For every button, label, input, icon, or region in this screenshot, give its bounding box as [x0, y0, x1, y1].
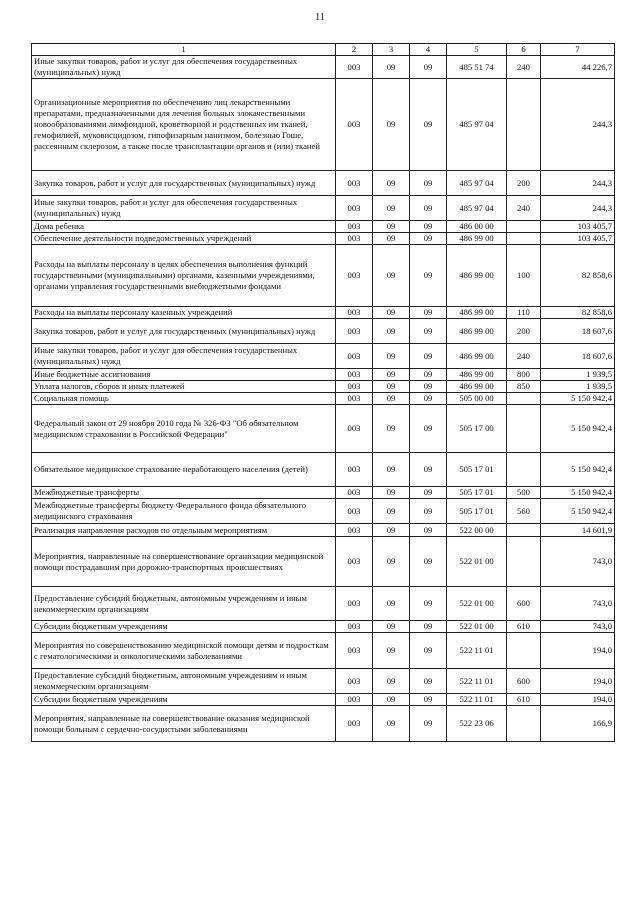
- table-row: [32, 56, 615, 79]
- cell-c3: 09: [373, 487, 410, 499]
- cell-c6: 500: [507, 487, 541, 499]
- cell-c2: 003: [336, 56, 373, 79]
- cell-c2: 003: [336, 319, 373, 344]
- cell-c2: 003: [336, 487, 373, 499]
- cell-c3: 09: [373, 369, 410, 381]
- row-name-cell: Мероприятия по совершенствованию медицинской помощи детям и подросткам с гематологическими и онкологическими заболеваниями: [32, 633, 336, 669]
- cell-c6: 100: [507, 245, 541, 307]
- cell-c2: 003: [336, 587, 373, 621]
- page-number: 11: [315, 12, 325, 23]
- cell-c4: 09: [410, 694, 447, 706]
- cell-c4: 09: [410, 706, 447, 742]
- column-header: 2: [336, 44, 373, 56]
- cell-c3: 09: [373, 319, 410, 344]
- cell-c5: 485 97 04: [447, 196, 507, 221]
- row-name-cell: Уплата налогов, сборов и иных платежей: [32, 381, 336, 393]
- cell-c6: [507, 393, 541, 405]
- cell-c6: 110: [507, 307, 541, 319]
- row-name-cell: Предоставление субсидий бюджетным, автономным учреждениям и иным некоммерческим организациям: [32, 669, 336, 694]
- table-row: [32, 499, 615, 524]
- cell-c3: 09: [373, 633, 410, 669]
- row-name-cell: Расходы на выплаты персоналу казенных учреждений: [32, 307, 336, 319]
- cell-c4: 09: [410, 621, 447, 633]
- cell-c2: 003: [336, 524, 373, 537]
- table-row: [32, 487, 615, 499]
- cell-c7: 103 405,7: [541, 233, 615, 245]
- table-row: [32, 344, 615, 369]
- cell-c4: 09: [410, 393, 447, 405]
- row-name-cell: Иные бюджетные ассигнования: [32, 369, 336, 381]
- cell-c4: 09: [410, 633, 447, 669]
- cell-c5: 522 11 01: [447, 669, 507, 694]
- cell-c5: 522 01 00: [447, 587, 507, 621]
- column-header: 3: [373, 44, 410, 56]
- table-row: [32, 669, 615, 694]
- cell-c6: 200: [507, 171, 541, 196]
- cell-c7: 244,3: [541, 79, 615, 171]
- cell-c7: 166,9: [541, 706, 615, 742]
- cell-c2: 003: [336, 393, 373, 405]
- cell-c3: 09: [373, 344, 410, 369]
- cell-c5: 522 11 01: [447, 694, 507, 706]
- cell-c7: 18 607,6: [541, 344, 615, 369]
- cell-c4: 09: [410, 669, 447, 694]
- cell-c7: 743,0: [541, 621, 615, 633]
- cell-c7: 5 150 942,4: [541, 393, 615, 405]
- cell-c4: 09: [410, 537, 447, 587]
- cell-c6: [507, 79, 541, 171]
- cell-c3: 09: [373, 706, 410, 742]
- cell-c7: 244,3: [541, 196, 615, 221]
- table-row: [32, 79, 615, 171]
- row-name-cell: Предоставление субсидий бюджетным, автономным учреждениям и иным некоммерческим организациям: [32, 587, 336, 621]
- row-name-cell: Мероприятия, направленные на совершенствование оказания медицинской помощи больным с сердечно-сосудистыми заболеваниями: [32, 706, 336, 742]
- cell-c5: 505 17 01: [447, 487, 507, 499]
- cell-c5: 505 17 00: [447, 405, 507, 453]
- row-name-cell: Обеспечение деятельности подведомственных учреждений: [32, 233, 336, 245]
- row-name-cell: Федеральный закон от 29 ноября 2010 года № 326-ФЗ "Об обязательном медицинском страховании в Российской Федерации": [32, 405, 336, 453]
- cell-c2: 003: [336, 706, 373, 742]
- cell-c5: 522 01 00: [447, 621, 507, 633]
- cell-c5: 486 99 00: [447, 319, 507, 344]
- table-row: [32, 171, 615, 196]
- cell-c2: 003: [336, 621, 373, 633]
- cell-c4: 09: [410, 487, 447, 499]
- cell-c5: 505 17 01: [447, 453, 507, 487]
- row-name-cell: Организационные мероприятия по обеспечению лиц лекарственными препаратами, предназначенными для лечения больных злокачественными новообразованиями лимфоидной, кроветворной и родственных им тканей, гемофилией, муковисцидозом, гипофизарным нанизмом, болезнью Гоше, рассеянным склерозом, а также после трансплантации органов и (или) тканей: [32, 79, 336, 171]
- row-name-cell: Закупка товаров, работ и услуг для государственных (муниципальных) нужд: [32, 171, 336, 196]
- cell-c7: 82 858,6: [541, 307, 615, 319]
- cell-c5: 486 99 00: [447, 307, 507, 319]
- budget-table: [31, 43, 615, 742]
- cell-c5: 486 99 00: [447, 245, 507, 307]
- cell-c7: 5 150 942,4: [541, 499, 615, 524]
- row-name-cell: Реализация направления расходов по отдельным мероприятиям: [32, 524, 336, 537]
- cell-c3: 09: [373, 694, 410, 706]
- cell-c4: 09: [410, 405, 447, 453]
- cell-c7: 1 939,5: [541, 369, 615, 381]
- column-header: 4: [410, 44, 447, 56]
- cell-c6: 850: [507, 381, 541, 393]
- cell-c6: [507, 633, 541, 669]
- cell-c3: 09: [373, 233, 410, 245]
- cell-c6: [507, 221, 541, 233]
- cell-c4: 09: [410, 79, 447, 171]
- cell-c4: 09: [410, 319, 447, 344]
- cell-c6: 240: [507, 196, 541, 221]
- cell-c2: 003: [336, 245, 373, 307]
- row-name-cell: Субсидии бюджетным учреждениям: [32, 621, 336, 633]
- column-header: 1: [32, 44, 336, 56]
- cell-c4: 09: [410, 587, 447, 621]
- cell-c3: 09: [373, 79, 410, 171]
- column-header: 6: [507, 44, 541, 56]
- cell-c4: 09: [410, 524, 447, 537]
- row-name-cell: Мероприятия, направленные на совершенствование организации медицинской помощи пострадавшим при дорожно-транспортных происшествиях: [32, 537, 336, 587]
- cell-c2: 003: [336, 171, 373, 196]
- cell-c7: 44 226,7: [541, 56, 615, 79]
- cell-c4: 09: [410, 56, 447, 79]
- cell-c7: 18 607,6: [541, 319, 615, 344]
- cell-c3: 09: [373, 393, 410, 405]
- cell-c6: 560: [507, 499, 541, 524]
- cell-c2: 003: [336, 344, 373, 369]
- table-row: [32, 537, 615, 587]
- cell-c4: 09: [410, 221, 447, 233]
- cell-c2: 003: [336, 369, 373, 381]
- cell-c5: 485 97 04: [447, 171, 507, 196]
- cell-c7: 194,0: [541, 669, 615, 694]
- cell-c5: 485 97 04: [447, 79, 507, 171]
- cell-c4: 09: [410, 453, 447, 487]
- cell-c3: 09: [373, 621, 410, 633]
- table-row: [32, 196, 615, 221]
- cell-c7: 82 858,6: [541, 245, 615, 307]
- cell-c6: 240: [507, 56, 541, 79]
- cell-c2: 003: [336, 221, 373, 233]
- row-name-cell: Иные закупки товаров, работ и услуг для обеспечения государственных (муниципальных) нужд: [32, 344, 336, 369]
- cell-c6: [507, 233, 541, 245]
- cell-c5: 486 99 00: [447, 344, 507, 369]
- cell-c7: 194,0: [541, 694, 615, 706]
- table-row: [32, 706, 615, 742]
- row-name-cell: Обязательное медицинское страхование неработающего населения (детей): [32, 453, 336, 487]
- cell-c3: 09: [373, 171, 410, 196]
- cell-c7: 194,0: [541, 633, 615, 669]
- row-name-cell: Расходы на выплаты персоналу в целях обеспечения выполнения функций государственными (муниципальными) органами, казенными учреждениями, органами управления государственными внебюджетными фондами: [32, 245, 336, 307]
- table-row: [32, 319, 615, 344]
- cell-c2: 003: [336, 453, 373, 487]
- row-name-cell: Субсидии бюджетным учреждениям: [32, 694, 336, 706]
- cell-c3: 09: [373, 245, 410, 307]
- row-name-cell: Межбюджетные трансферты: [32, 487, 336, 499]
- column-header: 7: [541, 44, 615, 56]
- cell-c3: 09: [373, 453, 410, 487]
- row-name-cell: Социальная помощь: [32, 393, 336, 405]
- cell-c3: 09: [373, 499, 410, 524]
- cell-c2: 003: [336, 196, 373, 221]
- cell-c5: 486 00 00: [447, 221, 507, 233]
- table-row: [32, 621, 615, 633]
- cell-c7: 5 150 942,4: [541, 405, 615, 453]
- table-row: [32, 369, 615, 381]
- cell-c4: 09: [410, 233, 447, 245]
- cell-c4: 09: [410, 381, 447, 393]
- cell-c6: 800: [507, 369, 541, 381]
- table-row: [32, 633, 615, 669]
- table-row: [32, 245, 615, 307]
- cell-c5: 522 23 06: [447, 706, 507, 742]
- cell-c3: 09: [373, 537, 410, 587]
- cell-c7: 14 601,9: [541, 524, 615, 537]
- cell-c6: 600: [507, 587, 541, 621]
- cell-c6: 610: [507, 694, 541, 706]
- cell-c6: [507, 706, 541, 742]
- cell-c2: 003: [336, 633, 373, 669]
- cell-c2: 003: [336, 79, 373, 171]
- cell-c5: 486 99 00: [447, 381, 507, 393]
- row-name-cell: Межбюджетные трансферты бюджету Федерального фонда обязательного медицинского страхования: [32, 499, 336, 524]
- cell-c4: 09: [410, 369, 447, 381]
- cell-c4: 09: [410, 196, 447, 221]
- cell-c6: 600: [507, 669, 541, 694]
- cell-c5: 522 01 00: [447, 537, 507, 587]
- cell-c6: 240: [507, 344, 541, 369]
- cell-c3: 09: [373, 524, 410, 537]
- cell-c4: 09: [410, 307, 447, 319]
- cell-c2: 003: [336, 669, 373, 694]
- cell-c5: 522 11 01: [447, 633, 507, 669]
- cell-c4: 09: [410, 344, 447, 369]
- table-row: [32, 453, 615, 487]
- row-name-cell: Иные закупки товаров, работ и услуг для обеспечения государственных (муниципальных) нужд: [32, 196, 336, 221]
- cell-c7: 5 150 942,4: [541, 453, 615, 487]
- cell-c2: 003: [336, 381, 373, 393]
- cell-c2: 003: [336, 537, 373, 587]
- cell-c6: [507, 453, 541, 487]
- cell-c6: [507, 405, 541, 453]
- cell-c3: 09: [373, 669, 410, 694]
- cell-c7: 743,0: [541, 587, 615, 621]
- column-header: 5: [447, 44, 507, 56]
- cell-c4: 09: [410, 499, 447, 524]
- table-row: [32, 405, 615, 453]
- cell-c2: 003: [336, 405, 373, 453]
- header-row: [32, 44, 615, 56]
- table-row: [32, 694, 615, 706]
- table-row: [32, 233, 615, 245]
- table-row: [32, 221, 615, 233]
- cell-c3: 09: [373, 221, 410, 233]
- row-name-cell: Иные закупки товаров, работ и услуг для обеспечения государственных (муниципальных) нужд: [32, 56, 336, 79]
- cell-c4: 09: [410, 245, 447, 307]
- cell-c5: 505 17 01: [447, 499, 507, 524]
- table-row: [32, 393, 615, 405]
- cell-c2: 003: [336, 307, 373, 319]
- cell-c6: 200: [507, 319, 541, 344]
- table-row: [32, 381, 615, 393]
- cell-c5: 522 00 00: [447, 524, 507, 537]
- cell-c3: 09: [373, 587, 410, 621]
- cell-c6: [507, 524, 541, 537]
- cell-c6: 610: [507, 621, 541, 633]
- cell-c5: 486 99 00: [447, 233, 507, 245]
- cell-c7: 244,3: [541, 171, 615, 196]
- cell-c3: 09: [373, 56, 410, 79]
- cell-c3: 09: [373, 196, 410, 221]
- cell-c2: 003: [336, 499, 373, 524]
- cell-c3: 09: [373, 381, 410, 393]
- cell-c5: 486 99 00: [447, 369, 507, 381]
- cell-c7: 5 150 942,4: [541, 487, 615, 499]
- row-name-cell: Дома ребенка: [32, 221, 336, 233]
- row-name-cell: Закупка товаров, работ и услуг для государственных (муниципальных) нужд: [32, 319, 336, 344]
- table-row: [32, 524, 615, 537]
- table-row: [32, 307, 615, 319]
- cell-c2: 003: [336, 233, 373, 245]
- cell-c6: [507, 537, 541, 587]
- table-row: [32, 587, 615, 621]
- cell-c3: 09: [373, 307, 410, 319]
- cell-c5: 505 00 00: [447, 393, 507, 405]
- cell-c4: 09: [410, 171, 447, 196]
- cell-c2: 003: [336, 694, 373, 706]
- cell-c7: 103 405,7: [541, 221, 615, 233]
- cell-c5: 485 51 74: [447, 56, 507, 79]
- cell-c3: 09: [373, 405, 410, 453]
- cell-c7: 743,0: [541, 537, 615, 587]
- cell-c7: 1 939,5: [541, 381, 615, 393]
